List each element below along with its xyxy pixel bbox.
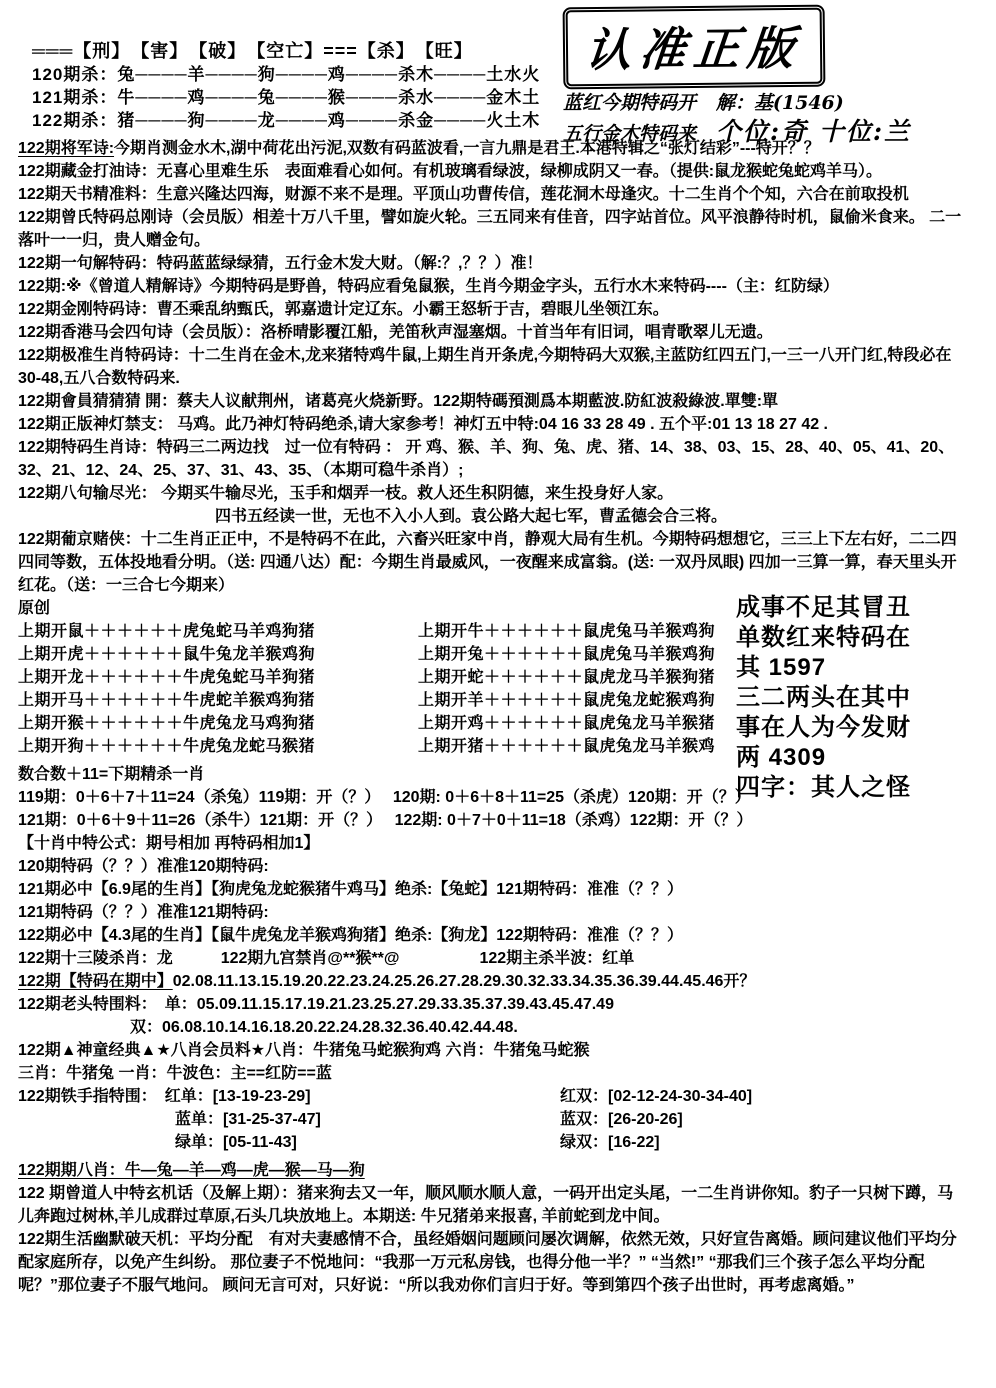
tip-line: 122期正版神灯禁支： 马鸡。此乃神灯特码绝杀,请大家参考！神灯五中特:04 16 33 28 49 . 五个平:01 13 18 27 42 . xyxy=(18,416,829,433)
tip-line: 122 期曾道人中特玄机话（及解上期）：猪来狗去又一年，顺风顺水顺人意，一码开出定头尾，一二生肖讲你知。豹子一只树下蹲，马儿奔跑过树林,羊儿成群过草原,石头几块放地上。本期送: 牛兄猪弟来报喜, 羊前蛇到龙中间。 xyxy=(18,1185,954,1225)
tip-line: 122期期八肖：牛—兔—羊—鸡—虎—猴—马—狗 xyxy=(18,1162,365,1179)
kill-chart-header: ═══【刑】 【害】 【破】 【空亡】===【杀】 【旺】 xyxy=(32,41,473,61)
iron-finger-row: 蓝单：[31-25-37-47] 蓝双：[26-20-26] xyxy=(175,1111,683,1128)
zodiac-line: 上期开鸡＋＋＋＋＋＋鼠虎兔龙马羊猴猪 xyxy=(418,715,716,732)
zodiac-line: 上期开龙＋＋＋＋＋＋牛虎兔蛇马羊狗猪 xyxy=(18,669,316,686)
iron-finger-row: 122期铁手指特围： 红单：[13-19-23-29] 红双：[02-12-24-30-34-40] xyxy=(18,1088,753,1105)
zodiac-line: 上期开羊＋＋＋＋＋＋鼠虎兔龙蛇猴鸡狗 xyxy=(418,692,716,709)
tip-line: 120期特码（？？）准准120期特码: xyxy=(18,858,269,875)
tip-line: 四书五经读一世，无也不入小人到。袁公路大起七军，曹孟德会合三将。 xyxy=(215,508,728,525)
tip-line: 122期▲神童经典▲★八肖会员料★八肖：牛猪兔马蛇猴狗鸡 六肖：牛猪兔马蛇猴 xyxy=(18,1042,590,1059)
stamp-area xyxy=(563,6,968,147)
tip-line: 122期一句解特码：特码蓝蓝绿绿猜，五行金木发大财。（解:？,？？）准！ xyxy=(18,255,543,272)
handwritten-note-line1 xyxy=(563,91,968,116)
tip-line: 121期必中【6.9尾的生肖】【狗虎兔龙蛇猴猪牛鸡马】绝杀:【兔蛇】121期特码：准准（？？） xyxy=(18,881,683,898)
zodiac-column-right xyxy=(418,620,715,758)
zodiac-line: 上期开蛇＋＋＋＋＋＋鼠虎龙马羊猴狗猪 xyxy=(418,669,716,686)
verse-line: 四字：其人之怪 xyxy=(736,774,911,801)
tip-line: 122期曾氏特码总刚诗（会员版）相差十万八千里，譬如旋火轮。三五同来有佳音，四字站首位。风平浪静待时机，鼠偷米食来。 二一落叶一一归，贵人赠金句。 xyxy=(18,209,962,249)
tip-line: 三肖：牛猪兔 一肖：牛波色：主==红防==蓝 xyxy=(18,1065,332,1082)
tip-line: 122期十三陵杀肖：龙 122期九宫禁肖@**猴**@ 122期主杀半波：红单 xyxy=(18,950,635,967)
tip-line: 122期會員猜猜猜 開：蔡夫人议献荆州，诸葛亮火烧新野。122期特碼預測爲本期藍波.防紅波殺綠波.單雙:單 xyxy=(18,393,779,410)
original-label: 原创 xyxy=(18,600,51,617)
tip-line: 122期藏金打油诗：无喜心里难生乐 表面难看心如何。有机玻璃看绿波，绿柳成阴又一春。（提供:鼠龙猴蛇兔蛇鸡羊马）。 xyxy=(18,163,883,180)
tip-line: 数合数＋11=下期精杀一肖 xyxy=(18,766,205,783)
zodiac-line: 上期开鼠＋＋＋＋＋＋虎兔蛇马羊鸡狗猪 xyxy=(18,623,316,640)
zodiac-line: 上期开牛＋＋＋＋＋＋鼠虎兔马羊猴鸡狗 xyxy=(418,623,716,640)
tip-line: 122期【特码在期中】02.08.11.13.15.19.20.22.23.24.25.26.27.28.29.30.32.33.34.35.36.39.44.45.46开？ xyxy=(18,973,756,990)
tip-paragraphs-bottom-b xyxy=(18,1159,976,1297)
verse-line: 两 4309 xyxy=(736,744,827,771)
verse-line: 单数红来特码在 xyxy=(736,624,911,651)
tip-line: 122期将军诗:今期肖测金水木,湖中荷花出污泥,双数有码蓝波看,一言九鼎是君王.本港特辑之“张灯结彩”---特开？？ xyxy=(18,140,820,157)
tip-line: 122期极准生肖特码诗：十二生肖在金木,龙来猪特鸡牛鼠,上期生肖开条虎,今期特码大双猴,主蓝防红四五门,一三一八开门红,特段必在30-48,五八合数特码来. xyxy=(18,347,952,387)
stamp-text: 认准正版 xyxy=(583,20,805,78)
tip-line: 121期：0＋6＋9＋11=26（杀牛）121期：开（？） 122期: 0＋7＋0＋11=18（杀鸡）122期：开（？） xyxy=(18,812,753,829)
handwriting-right1: 解：基(1546) xyxy=(715,92,844,114)
tip-paragraphs-top xyxy=(18,137,976,597)
zodiac-line: 上期开狗＋＋＋＋＋＋牛虎兔龙蛇马猴猪 xyxy=(18,738,316,755)
handwriting-right2: 个位:奇 十位:兰 xyxy=(715,117,912,146)
kill-chart xyxy=(32,40,632,132)
tip-line: 121期特码（？？）准准121期特码: xyxy=(18,904,269,921)
zodiac-line: 上期开虎＋＋＋＋＋＋鼠牛兔龙羊猴鸡狗 xyxy=(18,646,316,663)
verse-line: 事在人为今发财 xyxy=(736,714,911,741)
zodiac-line: 上期开猪＋＋＋＋＋＋鼠虎兔龙马羊猴鸡 xyxy=(418,738,716,755)
authenticity-stamp xyxy=(563,5,826,90)
handwritten-note-line2 xyxy=(563,119,968,147)
verse-line: 成事不足其冒丑 xyxy=(736,594,911,621)
tip-line: 122期葡京赌侠：十二生肖正正中，不是特码不在此，六畜兴旺家中肖，静观大局有生机。今期特码想想它，三三上下左右好，二二四四同等数，五体投地看分明。（送: 四通八达）配：今期生肖最威风，一夜醒来成富翁。(送: 一双丹凤眼) 四加一三算一算，春天里头开红花。（送：一三合七今期来） xyxy=(18,531,957,594)
tip-line: 122期特码生肖诗：特码三二两边找 过一位有特码 ： 开 鸡、猴、羊、狗、兔、虎、猪、14、38、03、15、28、40、05、41、20、32、21、12、24、25、37、31、43、35、（本期可稳牛杀肖）; xyxy=(18,439,955,479)
verse-line: 其 1597 xyxy=(736,654,827,681)
tip-line: 122期必中【4.3尾的生肖】【鼠牛虎兔龙羊猴鸡狗猪】绝杀:【狗龙】122期特码：准准（？？） xyxy=(18,927,683,944)
handwriting-left1: 蓝红今期特码开 xyxy=(563,92,697,114)
zodiac-line: 上期开马＋＋＋＋＋＋牛虎蛇羊猴鸡狗猪 xyxy=(18,692,316,709)
tip-line: 122期生活幽默破天机：平均分配 有对夫妻感情不合，虽经婚姻问题顾问屡次调解，依然无效，只好宣告离婚。顾问建议他们平均分配家庭所存，以免产生纠纷。 那位妻子不悦地问：“我那一万元私房钱，也得分他一半？” “当然!” “那我们三个孩子怎么平均分配呢？”那位妻子不服气地问。 顾问无言可对，只好说：“所以我劝你们言归于好。等到第四个孩子出世时，再考虑离婚。” xyxy=(18,1231,957,1294)
kill-row: 120期杀：兔────羊────狗────鸡────杀木────土水火 xyxy=(32,65,541,84)
tip-line: 双：06.08.10.14.16.18.20.22.24.28.32.36.40.42.44.48. xyxy=(130,1019,518,1036)
kill-row: 122期杀：猪────狗────龙────鸡────杀金────火土木 xyxy=(32,111,541,130)
tip-line: 【十肖中特公式：期号相加 再特码相加1】 xyxy=(18,835,320,852)
tip-line: 119期：0＋6＋7＋11=24（杀兔）119期：开（？） 120期: 0＋6＋8＋11=25（杀虎）120期：开（？） xyxy=(18,789,751,806)
tip-line: 122期天书精准料：生意兴隆达四海，财源不来不是理。平顶山功曹传信，莲花洞木母逢灾。十二生肖个个知，六合在前取投机 xyxy=(18,186,909,203)
tip-paragraphs-bottom-a xyxy=(18,763,976,1085)
iron-finger-section xyxy=(18,1085,976,1154)
verse-line: 三二两头在其中 xyxy=(736,684,911,711)
handwriting-left2: 五行金木特码来 xyxy=(563,123,697,145)
tip-line: 122期老头特围料： 单：05.09.11.15.17.19.21.23.25.27.29.33.35.37.39.43.45.47.49 xyxy=(18,996,614,1013)
zodiac-column-left xyxy=(18,620,418,758)
zodiac-line: 上期开兔＋＋＋＋＋＋鼠虎兔马羊猴鸡狗 xyxy=(418,646,716,663)
tip-line: 122期八句输尽光： 今期买牛输尽光，玉手和烟弄一枝。救人还生积阴德，来生投身好人家。 xyxy=(18,485,674,502)
prediction-verse xyxy=(736,593,982,803)
tip-line: 122期金刚特码诗：曹丕乘乱纳甄氏，郭嘉遗计定辽东。小霸王怒斩于吉，碧眼儿坐领江东。 xyxy=(18,301,669,318)
kill-row: 121期杀：牛────鸡────兔────猴────杀水────金木土 xyxy=(32,88,541,107)
tip-line: 122期:※《曾道人精解诗》今期特码是野兽，特码应看兔鼠猴，生肖今期金字头，五行水木来特码----（主：红防绿） xyxy=(18,278,839,295)
iron-finger-row: 绿单：[05-11-43] 绿双：[16-22] xyxy=(175,1134,660,1151)
zodiac-line: 上期开猴＋＋＋＋＋＋牛虎兔龙马鸡狗猪 xyxy=(18,715,316,732)
tip-line: 122期香港马会四句诗（会员版）：洛桥晴影覆江船，羌笛秋声湿塞烟。十首当年有旧词，唱青歌翠儿无遗。 xyxy=(18,324,773,341)
